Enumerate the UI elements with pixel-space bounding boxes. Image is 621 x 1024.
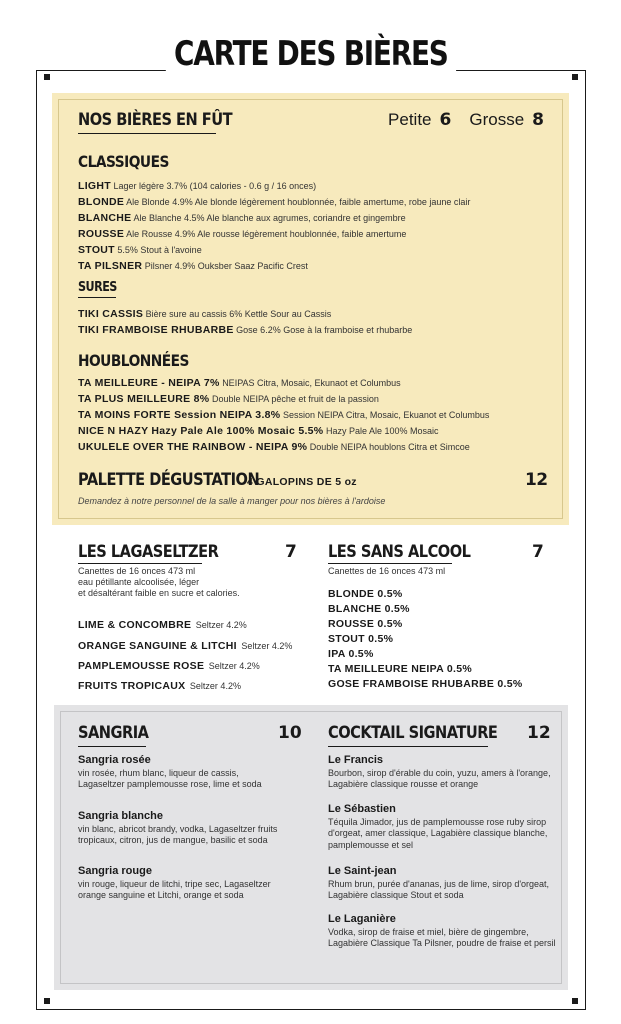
list-item xyxy=(78,441,470,453)
sangria-underline xyxy=(78,746,146,747)
sans-alcool-underline xyxy=(328,563,452,564)
sans-alcool-price: 7 xyxy=(532,542,544,562)
list-item xyxy=(328,866,549,902)
seltzer-desc: Seltzer 4.2% xyxy=(208,661,260,671)
list-item xyxy=(78,676,241,694)
draft-sizes xyxy=(388,110,544,130)
list-item: GOSE FRAMBOISE RHUBARBE 0.5% xyxy=(328,678,523,690)
sangria-title: SANGRIA xyxy=(78,723,149,743)
drink-desc-line2: tropicaux, citron, jus de mangue, basilic et soda xyxy=(78,835,268,845)
section-title-classiques: CLASSIQUES xyxy=(78,152,169,171)
list-item xyxy=(78,196,470,208)
list-item xyxy=(78,212,406,224)
lagaseltzer-desc-line2: eau pétillante alcoolisée, léger xyxy=(78,577,200,587)
list-item: STOUT 0.5% xyxy=(328,633,394,645)
seltzer-desc: Seltzer 4.2% xyxy=(189,681,241,691)
lagaseltzer-title: LES LAGASELTZER xyxy=(78,542,219,562)
list-item xyxy=(328,804,547,851)
drink-name: Sangria rosée xyxy=(78,754,151,766)
beer-description: Bière sure au cassis 6% Kettle Sour au Cassis xyxy=(145,309,332,319)
lagaseltzer-desc-line1: Canettes de 16 onces 473 ml xyxy=(78,566,196,576)
beer-name: UKULELE OVER THE RAINBOW - NEIPA 9% xyxy=(78,441,308,453)
size-small-price: 6 xyxy=(439,110,452,130)
beer-description: Gose 6.2% Gose à la framboise et rhubarbe xyxy=(236,325,413,335)
section-title-houblonnees: HOUBLONNÉES xyxy=(78,351,189,370)
beer-description: Ale Blonde 4.9% Ale blonde légèrement houblonnée, faible amertume, robe jaune clair xyxy=(126,197,471,207)
beer-name: TA MOINS FORTE Session NEIPA 3.8% xyxy=(78,409,281,421)
drink-desc-line2: Lagabière Classique Ta Pilsner, poudre de fraise et persil xyxy=(328,938,556,948)
sangria-price: 10 xyxy=(278,723,302,743)
list-item xyxy=(78,425,439,437)
beer-name: NICE N HAZY Hazy Pale Ale 100% Mosaic 5.5% xyxy=(78,425,324,437)
size-small-label: Petite xyxy=(388,110,432,129)
seltzer-name: FRUITS TROPICAUX xyxy=(78,680,186,692)
seltzer-name: PAMPLEMOUSSE ROSE xyxy=(78,660,205,672)
size-large-label: Grosse xyxy=(469,110,525,129)
beer-description: Session NEIPA Citra, Mosaic, Ekuanot et Columbus xyxy=(282,410,490,420)
drink-desc-line1: Vodka, sirop de fraise et miel, bière de gingembre, xyxy=(328,926,529,937)
drink-desc-line2: orange sanguine et Litchi, orange et soda xyxy=(78,890,244,900)
list-item xyxy=(78,180,316,192)
list-item xyxy=(78,308,331,320)
list-item xyxy=(78,228,406,240)
beer-name: BLONDE xyxy=(78,196,125,208)
list-item xyxy=(78,377,401,389)
beer-name: LIGHT xyxy=(78,180,111,192)
drink-desc-line1: Bourbon, sirop d'érable du coin, yuzu, amers à l'orange, xyxy=(328,767,551,778)
palette-note: Demandez à notre personnel de la salle à manger pour nos bières à l'ardoise xyxy=(78,496,386,506)
beer-name: TA PLUS MEILLEURE 8% xyxy=(78,393,210,405)
cocktail-title: COCKTAIL SIGNATURE xyxy=(328,723,498,743)
list-item xyxy=(78,866,271,902)
section-title-sures: SURES xyxy=(78,280,117,295)
beer-name: BLANCHE xyxy=(78,212,132,224)
beer-name: STOUT xyxy=(78,244,115,256)
beer-name: ROUSSE xyxy=(78,228,125,240)
lagaseltzer-price: 7 xyxy=(285,542,297,562)
drink-name: Le Saint-jean xyxy=(328,865,397,877)
seltzer-desc: Seltzer 4.2% xyxy=(195,620,247,630)
draft-header xyxy=(78,110,544,130)
beer-name: TIKI FRAMBOISE RHUBARBE xyxy=(78,324,234,336)
drink-desc-line2: Lagabière classique rousse et orange xyxy=(328,779,479,789)
drink-desc-line1: Téquila Jimador, jus de pamplemousse rose ruby sirop xyxy=(328,816,547,827)
beer-description: Double NEIPA pêche et fruit de la passion xyxy=(211,394,379,404)
list-item xyxy=(78,656,260,674)
drink-desc-line1: vin blanc, abricot brandy, vodka, Lagaseltzer fruits xyxy=(78,823,278,834)
draft-title-underline xyxy=(78,133,216,134)
drink-name: Sangria rouge xyxy=(78,865,152,877)
drink-name: Le Sébastien xyxy=(328,803,396,815)
list-item xyxy=(78,755,262,791)
list-item xyxy=(78,324,412,336)
size-large-price: 8 xyxy=(532,110,544,130)
list-item: TA MEILLEURE NEIPA 0.5% xyxy=(328,663,472,675)
frame-corner-bottom-left xyxy=(44,998,50,1004)
list-item: BLANCHE 0.5% xyxy=(328,603,410,615)
draft-title: NOS BIÈRES EN FÛT xyxy=(78,110,233,130)
list-item xyxy=(328,755,551,791)
page-title: CARTE DES BIÈRES xyxy=(165,34,455,74)
seltzer-name: LIME & CONCOMBRE xyxy=(78,619,192,631)
drink-name: Le Laganière xyxy=(328,913,396,925)
beer-name: TIKI CASSIS xyxy=(78,308,144,320)
beer-description: Pilsner 4.9% Ouksber Saaz Pacific Crest xyxy=(144,261,308,271)
list-item xyxy=(78,811,277,847)
palette-price: 12 xyxy=(525,470,548,490)
list-item xyxy=(78,409,489,421)
frame-corner-top-left xyxy=(44,74,50,80)
cocktail-price: 12 xyxy=(527,723,551,743)
beer-description: Double NEIPA houblons Citra et Simcoe xyxy=(309,442,470,452)
beer-description: Lager légère 3.7% (104 calories - 0.6 g / 16 onces) xyxy=(113,181,317,191)
sures-underline xyxy=(78,297,116,298)
list-item xyxy=(78,393,379,405)
sans-alcool-title: LES SANS ALCOOL xyxy=(328,542,471,562)
lagaseltzer-underline xyxy=(78,563,202,564)
list-item xyxy=(78,260,308,272)
drink-desc-line2: Lagabière classique Stout et soda xyxy=(328,890,464,900)
list-item xyxy=(78,244,202,256)
list-item: IPA 0.5% xyxy=(328,648,374,660)
drink-desc-line2: d'orgeat, amer classique, Lagabière classique blanche, xyxy=(328,828,548,838)
beer-description: Hazy Pale Ale 100% Mosaic xyxy=(325,426,439,436)
sans-alcool-desc: Canettes de 16 onces 473 ml xyxy=(328,566,446,576)
drink-name: Sangria blanche xyxy=(78,810,163,822)
seltzer-name: ORANGE SANGUINE & LITCHI xyxy=(78,640,237,652)
lagaseltzer-desc-line3: et désaltérant faible en sucre et calories. xyxy=(78,588,240,598)
drink-desc-line1: Rhum brun, purée d'ananas, jus de lime, sirop d'orgeat, xyxy=(328,878,550,889)
list-item xyxy=(78,636,292,654)
drink-desc-line2: Lagaseltzer pamplemousse rose, lime et soda xyxy=(78,779,262,789)
beer-description: NEIPAS Citra, Mosaic, Ekunaot et Columbus xyxy=(222,378,401,388)
list-item xyxy=(78,615,247,633)
seltzer-desc: Seltzer 4.2% xyxy=(241,641,293,651)
list-item: ROUSSE 0.5% xyxy=(328,618,403,630)
frame-corner-top-right xyxy=(572,74,578,80)
list-item xyxy=(328,914,555,950)
beer-description: Ale Rousse 4.9% Ale rousse légèrement houblonnée, faible amertume xyxy=(126,229,407,239)
drink-name: Le Francis xyxy=(328,754,384,766)
beer-name: TA MEILLEURE - NEIPA 7% xyxy=(78,377,220,389)
page-title-wrap xyxy=(0,34,621,74)
beer-description: 5.5% Stout à l'avoine xyxy=(117,245,202,255)
beer-description: Ale Blanche 4.5% Ale blanche aux agrumes, coriandre et gingembre xyxy=(133,213,406,223)
palette-title: PALETTE DÉGUSTATION xyxy=(78,470,260,490)
palette-subtitle: 4 GALOPINS DE 5 oz xyxy=(247,476,357,488)
drink-desc-line1: vin rosée, rhum blanc, liqueur de cassis, xyxy=(78,767,239,778)
cocktail-underline xyxy=(328,746,488,747)
frame-corner-bottom-right xyxy=(572,998,578,1004)
drink-desc-line1: vin rouge, liqueur de litchi, tripe sec, Lagaseltzer xyxy=(78,878,271,889)
drink-desc-line3: pamplemousse et sel xyxy=(328,839,414,850)
list-item: BLONDE 0.5% xyxy=(328,588,403,600)
beer-name: TA PILSNER xyxy=(78,260,143,272)
